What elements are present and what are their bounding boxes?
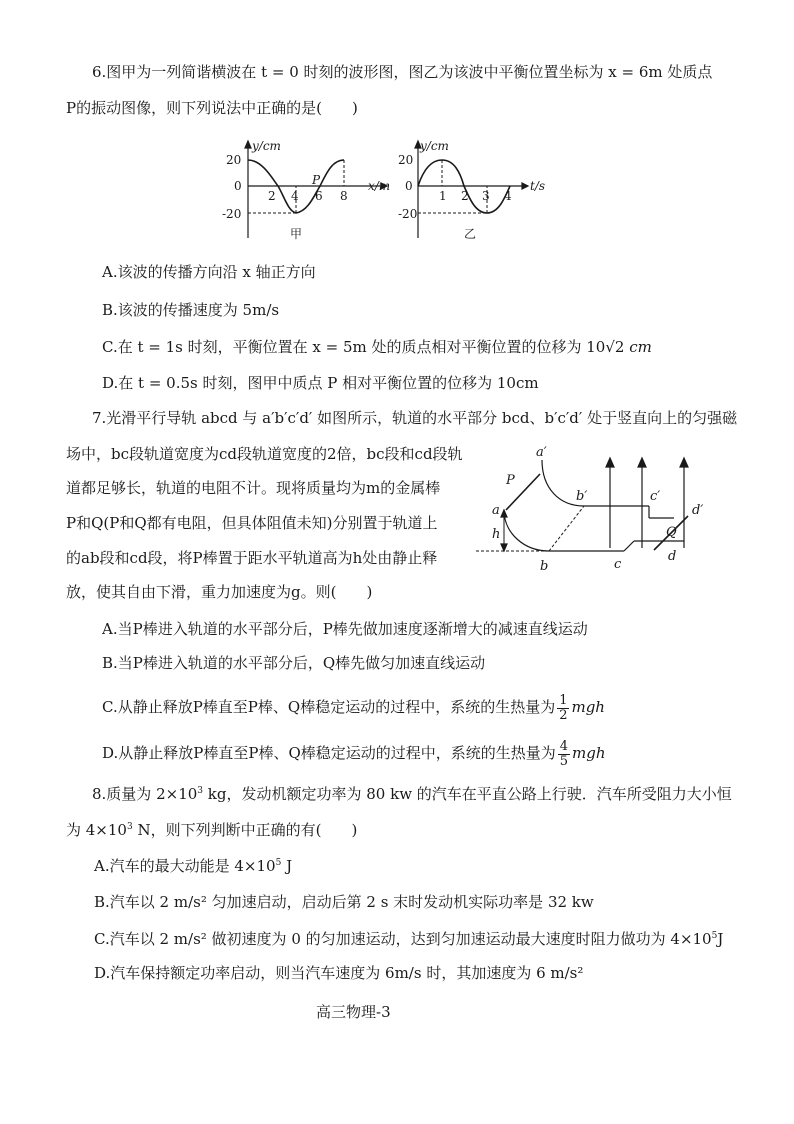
q6a-xtick-8: 8	[340, 189, 348, 203]
q6a-point-p: P	[312, 173, 321, 187]
q6-option-c: C.在 t = 1s 时刻，平衡位置在 x = 5m 处的质点相对平衡位置的位移为 10√2 cm	[102, 338, 652, 356]
q6-option-a: A.该波的传播方向沿 x 轴正方向	[102, 263, 316, 281]
q7-label-b-prime: b′	[576, 489, 588, 504]
q6-wave-graph	[222, 138, 392, 243]
q6a-xtick-2: 2	[268, 189, 276, 203]
q6-stem-line1: 6.图甲为一列简谐横波在 t = 0 时刻的波形图，图乙为该波中平衡位置坐标为 x = 6m 处质点	[92, 63, 713, 81]
q7-stem-line5: 的ab段和cd段，将P棒置于距水平轨道高为h处由静止释	[66, 549, 438, 567]
q6-option-b: B.该波的传播速度为 5m/s	[102, 301, 280, 319]
q8-option-d: D.汽车保持额定功率启动，则当汽车速度为 6m/s 时，其加速度为 6 m/s²	[94, 964, 584, 982]
q7-stem-line6: 放，使其自由下滑，重力加速度为g。则( )	[66, 583, 373, 601]
q6-vibration-graph	[398, 138, 558, 243]
q6-option-d: D.在 t = 0.5s 时刻，图甲中质点 P 相对平衡位置的位移为 10cm	[102, 374, 539, 392]
q7-option-b: B.当P棒进入轨道的水平部分后，Q棒先做匀加速直线运动	[102, 654, 486, 672]
q6b-x-label: t/s	[530, 179, 546, 193]
q6a-y-label: y/cm	[252, 139, 281, 153]
q6a-ytick-0: 0	[234, 179, 242, 193]
q7-label-h: h	[492, 527, 501, 542]
q6b-ytick-neg20: -20	[398, 207, 418, 221]
q8-option-c: C.汽车以 2 m/s² 做初速度为 0 的匀加速运动，达到匀加速运动最大速度时阻力做功为 $4\times 10^5J$	[94, 930, 724, 948]
q8-option-b: B.汽车以 2 m/s² 匀加速启动，启动后第 2 s 末时发动机实际功率是 32 kw	[94, 893, 594, 911]
q7-rail-diagram	[474, 438, 720, 578]
q6a-xtick-4: 4	[291, 189, 299, 203]
q6b-xtick-3: 3	[482, 189, 490, 203]
q7-stem-line3: 道都足够长，轨道的电阻不计。现将质量均为m的金属棒	[66, 479, 441, 497]
q6a-ytick-neg20: -20	[222, 207, 242, 221]
q6b-ytick-0: 0	[405, 179, 413, 193]
q7-stem-line1: 7.光滑平行导轨 abcd 与 a′b′c′d′ 如图所示，轨道的水平部分 bcd、b′c′d′ 处于竖直向上的匀强磁	[92, 409, 738, 427]
q7-label-d: d	[668, 549, 677, 564]
q7-label-b: b	[540, 559, 549, 574]
q6a-ytick-20: 20	[226, 153, 242, 167]
q6a-caption: 甲	[290, 227, 303, 241]
q6b-y-label: y/cm	[420, 139, 449, 153]
q7-label-p: P	[506, 473, 515, 488]
q7-option-a: A.当P棒进入轨道的水平部分后，P棒先做加速度逐渐增大的减速直线运动	[102, 620, 588, 638]
q7d-fraction: $\frac{4}{5}$	[559, 738, 569, 769]
q6b-caption: 乙	[464, 227, 477, 241]
q6b-xtick-2: 2	[461, 189, 469, 203]
q7-option-d: D.从静止释放P棒直至P棒、Q棒稳定运动的过程中，系统的生热量为 $\frac{4}{5}$ mgh	[102, 738, 606, 769]
q7-label-a: a	[492, 503, 500, 518]
q8-option-a: A.汽车的最大动能是 $4\times 10^5$ J	[94, 857, 293, 875]
q6b-ytick-20: 20	[398, 153, 414, 167]
q6b-xtick-1: 1	[439, 189, 447, 203]
q7c-fraction: $\frac{1}{2}$	[559, 692, 568, 723]
q7-label-q: Q	[666, 525, 677, 540]
q7-label-c-prime: c′	[650, 489, 661, 504]
q7-label-a-prime: a′	[536, 445, 547, 460]
q7-stem-line4: P和Q(P和Q都有电阻，但具体阻值未知)分别置于轨道上	[66, 514, 438, 532]
q8-stem-line1: 8.质量为 $2\times 10^3$ kg，发动机额定功率为 80 kw 的汽车在平直公路上行驶．汽车所受阻力大小恒	[92, 785, 732, 803]
q6a-xtick-6: 6	[315, 189, 323, 203]
page-footer: 高三物理-3	[316, 1003, 391, 1021]
q7-label-c: c	[614, 557, 622, 572]
q6a-x-label: x/m	[368, 179, 391, 193]
q7-option-c: C.从静止释放P棒直至P棒、Q棒稳定运动的过程中，系统的生热量为 $\frac{1}{2}$ mgh	[102, 692, 605, 723]
q7-label-d-prime: d′	[692, 503, 704, 518]
q8-stem-line2: 为 $4\times 10^3$ N，则下列判断中正确的有( )	[66, 821, 358, 839]
q7-stem-line2: 场中，bc段轨道宽度为cd段轨道宽度的2倍，bc段和cd段轨	[66, 445, 463, 463]
q6b-xtick-4: 4	[504, 189, 512, 203]
q6-stem-line2: P的振动图像，则下列说法中正确的是( )	[66, 99, 358, 117]
